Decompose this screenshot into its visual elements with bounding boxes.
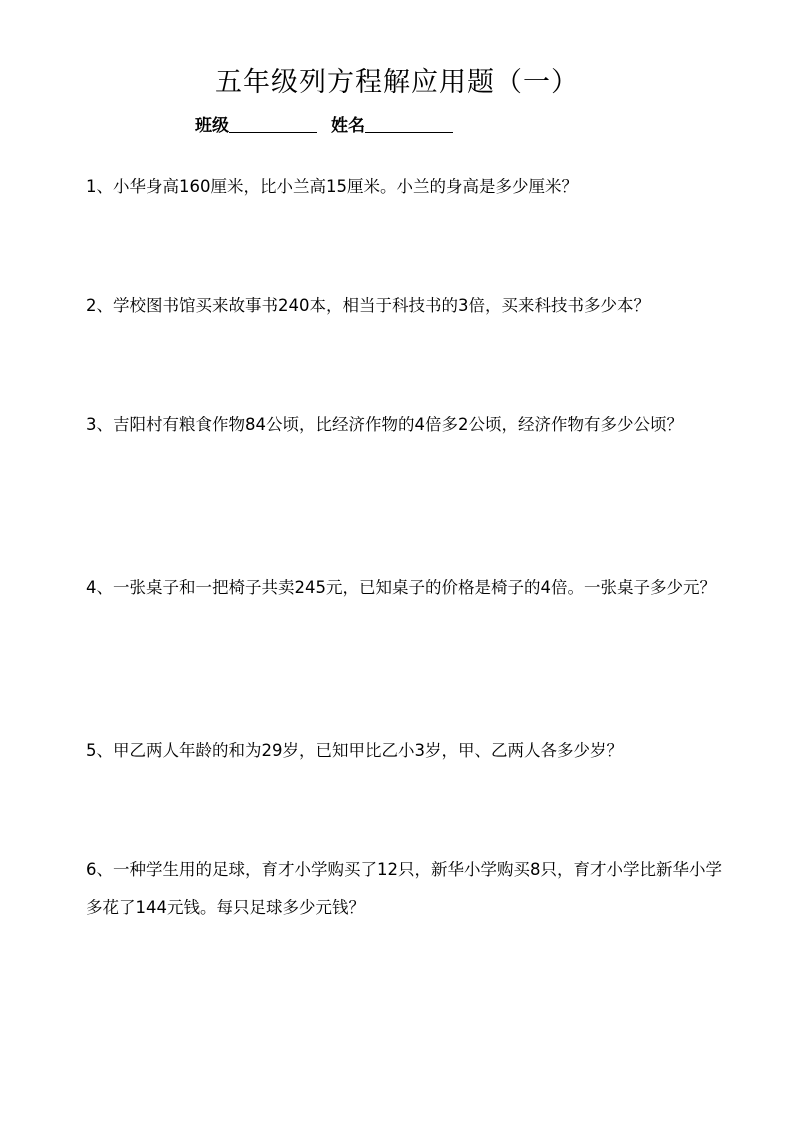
question-4: 4、一张桌子和一把椅子共卖245元，已知桌子的价格是椅子的4倍。一张桌子多少元？ [86, 578, 716, 597]
question-5: 5、甲乙两人年龄的和为29岁，已知甲比乙小3岁，甲、乙两人各多少岁？ [86, 741, 623, 760]
class-blank[interactable] [229, 114, 317, 133]
question-1: 1、小华身高160厘米，比小兰高15厘米。小兰的身高是多少厘米？ [86, 177, 578, 196]
question-6: 6、一种学生用的足球，育才小学购买了12只，新华小学购买8只，育才小学比新华小学多花了144元钱。每只足球多少元钱？ [86, 860, 722, 917]
page-title: 五年级列方程解应用题（一） [215, 67, 579, 98]
student-info-fields [195, 114, 453, 137]
question-3: 3、吉阳村有粮食作物84公顷，比经济作物的4倍多2公顷，经济作物有多少公顷？ [86, 415, 683, 434]
class-label: 班级 [195, 116, 229, 136]
name-label: 姓名 [331, 116, 365, 136]
question-2: 2、学校图书馆买来故事书240本，相当于科技书的3倍，买来科技书多少本？ [86, 296, 650, 315]
name-blank[interactable] [365, 114, 453, 133]
